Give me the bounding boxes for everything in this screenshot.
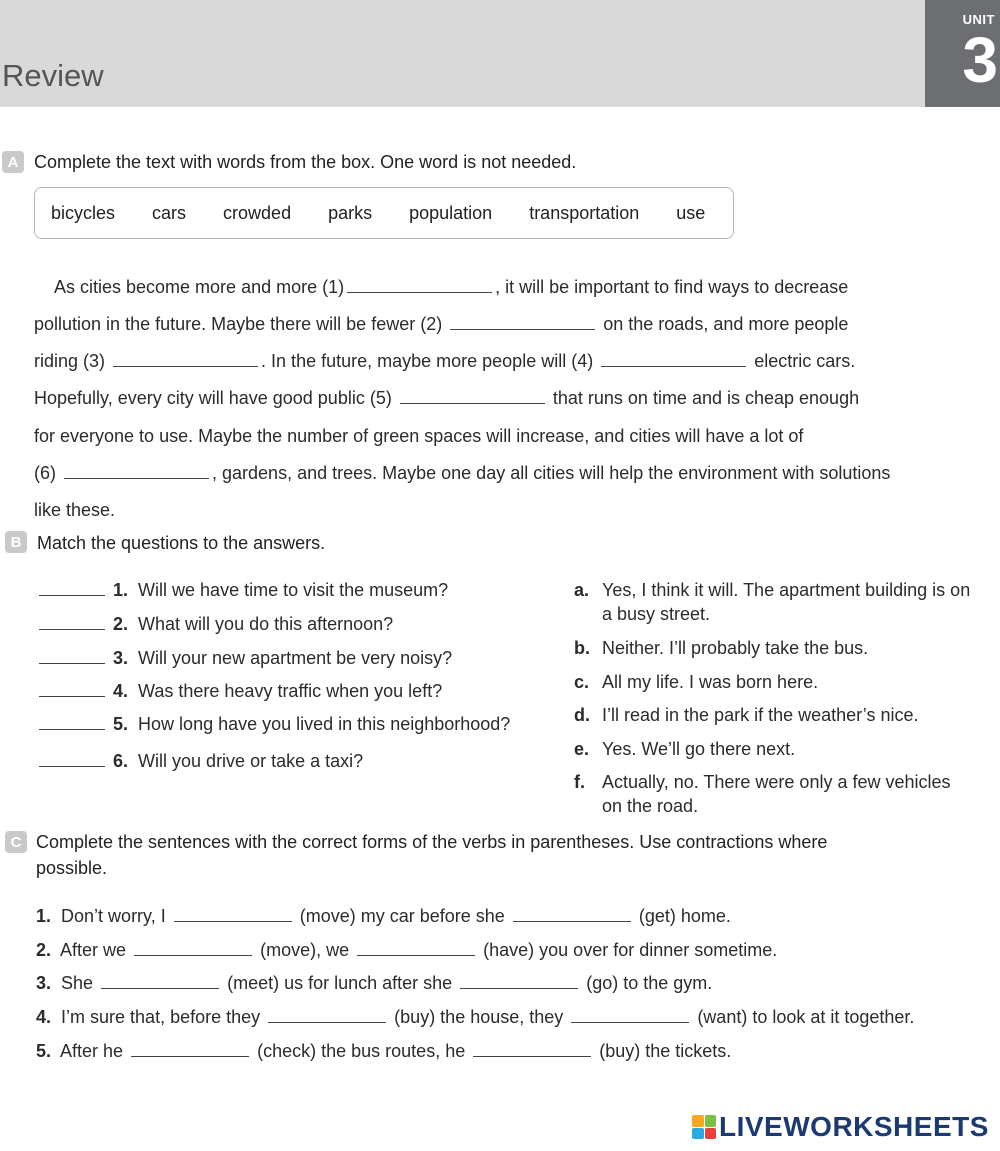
answer-item (574, 578, 972, 626)
sentence-row (36, 940, 777, 961)
answer-letter: f. (574, 772, 585, 792)
answer-item (574, 770, 972, 818)
sentence-text: She (61, 973, 94, 993)
sentence-number: 1. (36, 906, 52, 926)
sentence-text: After he (60, 1041, 124, 1061)
page-header (0, 0, 925, 107)
question-number: 5. (113, 714, 129, 734)
question-number: 3. (113, 648, 129, 668)
verb-blank[interactable] (460, 974, 578, 989)
line-text: , it will be important to find ways to decrease (495, 277, 849, 297)
verb-blank[interactable] (513, 907, 631, 922)
verb-blank[interactable] (473, 1042, 591, 1057)
question-number: 4. (113, 681, 129, 701)
question-row (36, 751, 363, 772)
sentence-text: (want) to look at it together. (697, 1007, 915, 1027)
line-text: Hopefully, every city will have good public (5) (34, 388, 392, 408)
sentence-text: (buy) the tickets. (599, 1041, 732, 1061)
question-row (36, 648, 452, 669)
sentence-text: (go) to the gym. (586, 973, 713, 993)
answer-blank[interactable] (39, 752, 105, 767)
unit-badge (925, 0, 1000, 107)
sentence-row (36, 973, 712, 994)
sentence-number: 5. (36, 1041, 52, 1061)
section-c-badge: C (5, 831, 27, 853)
answer-letter: a. (574, 580, 590, 600)
answer-text: All my life. I was born here. (602, 672, 819, 692)
line-text: electric cars. (754, 351, 856, 371)
sentence-number: 3. (36, 973, 52, 993)
sentence-text: (move) my car before she (299, 906, 505, 926)
answer-item (574, 670, 972, 694)
line-text: , gardens, and trees. Maybe one day all cities will help the environment with solutions (212, 463, 891, 483)
answer-text: Yes. We’ll go there next. (602, 739, 796, 759)
line-text: pollution in the future. Maybe there will be fewer (2) (34, 314, 443, 334)
word-item: crowded (223, 202, 292, 223)
question-text: What will you do this afternoon? (138, 614, 394, 634)
logo-tile (705, 1115, 717, 1127)
word-item: bicycles (51, 202, 116, 223)
verb-blank[interactable] (268, 1008, 386, 1023)
text-line-5: for everyone to use. Maybe the number of green spaces will increase, and cities will have a lot of (34, 426, 804, 446)
answer-text: Yes, I think it will. The apartment building is on a busy street. (602, 580, 971, 624)
verb-blank[interactable] (101, 974, 219, 989)
text-line-3 (34, 351, 855, 372)
sentence-text: (buy) the house, they (394, 1007, 564, 1027)
instruction-line: Complete the sentences with the correct forms of the verbs in parentheses. Use contractions where (36, 832, 828, 852)
logo-text: LIVEWORKSHEETS (719, 1111, 989, 1142)
question-text: Will you drive or take a taxi? (138, 751, 364, 771)
text-line-6 (34, 463, 890, 484)
answer-item (574, 737, 972, 761)
sentence-text: I’m sure that, before they (61, 1007, 261, 1027)
answer-blank[interactable] (39, 682, 105, 697)
page-title: Review (2, 58, 104, 93)
line-text: As cities become more and more (1) (54, 277, 345, 297)
question-text: Was there heavy traffic when you left? (138, 681, 443, 701)
answer-item (574, 703, 972, 727)
logo-mark-icon (692, 1115, 716, 1139)
verb-blank[interactable] (131, 1042, 249, 1057)
sentence-row (36, 906, 731, 927)
answer-letter: c. (574, 672, 590, 692)
line-text: riding (3) (34, 351, 106, 371)
question-number: 6. (113, 751, 129, 771)
answer-text: I’ll read in the park if the weather’s nice. (602, 705, 919, 725)
unit-number: 3 (962, 24, 998, 96)
liveworksheets-logo (692, 1110, 989, 1144)
instruction-line: possible. (36, 858, 108, 878)
sentence-text: (have) you over for dinner sometime. (483, 940, 778, 960)
word-item: parks (328, 202, 373, 223)
answer-blank[interactable] (39, 715, 105, 730)
blank-3[interactable] (113, 352, 258, 367)
sentence-number: 4. (36, 1007, 52, 1027)
question-row (36, 681, 442, 702)
blank-1[interactable] (347, 278, 492, 293)
answer-blank[interactable] (39, 615, 105, 630)
text-line-1 (54, 277, 848, 298)
sentence-text: (get) home. (638, 906, 731, 926)
section-a-instruction: Complete the text with words from the box. One word is not needed. (34, 152, 577, 172)
sentence-text: Don’t worry, I (61, 906, 166, 926)
answer-letter: d. (574, 705, 590, 725)
verb-blank[interactable] (134, 941, 252, 956)
answer-text: Neither. I’ll probably take the bus. (602, 638, 869, 658)
answer-blank[interactable] (39, 649, 105, 664)
logo-tile (692, 1115, 704, 1127)
blank-4[interactable] (601, 352, 746, 367)
sentence-text: (meet) us for lunch after she (227, 973, 453, 993)
answer-blank[interactable] (39, 581, 105, 596)
blank-2[interactable] (450, 315, 595, 330)
word-item: transportation (529, 202, 640, 223)
question-row (36, 614, 393, 635)
question-text: Will we have time to visit the museum? (138, 580, 449, 600)
verb-blank[interactable] (174, 907, 292, 922)
section-a-badge: A (2, 151, 24, 173)
line-text: that runs on time and is cheap enough (552, 388, 860, 408)
section-b-badge: B (5, 531, 27, 553)
question-number: 2. (113, 614, 129, 634)
answer-letter: b. (574, 638, 590, 658)
verb-blank[interactable] (571, 1008, 689, 1023)
answer-letter: e. (574, 739, 590, 759)
line-text: . In the future, maybe more people will (4) (261, 351, 594, 371)
section-c-instruction (36, 829, 827, 881)
question-text: Will your new apartment be very noisy? (138, 648, 453, 668)
section-b-instruction: Match the questions to the answers. (37, 533, 326, 553)
logo-tile (692, 1128, 704, 1140)
text-line-4 (34, 388, 859, 409)
sentence-text: (move), we (260, 940, 350, 960)
answer-item (574, 636, 972, 660)
answer-text: Actually, no. There were only a few vehicles on the road. (602, 772, 951, 816)
sentence-text: After we (60, 940, 127, 960)
sentence-row (36, 1041, 731, 1062)
verb-blank[interactable] (357, 941, 475, 956)
word-item: use (676, 202, 706, 223)
blank-6[interactable] (64, 464, 209, 479)
word-box (34, 187, 734, 239)
question-row (36, 714, 510, 735)
text-line-2 (34, 314, 848, 335)
question-row (36, 580, 448, 601)
text-line-7: like these. (34, 500, 116, 520)
word-item: cars (152, 202, 187, 223)
sentence-number: 2. (36, 940, 52, 960)
sentence-text: (check) the bus routes, he (257, 1041, 466, 1061)
word-item: population (409, 202, 493, 223)
blank-5[interactable] (400, 389, 545, 404)
unit-label: UNIT (962, 12, 995, 27)
question-number: 1. (113, 580, 129, 600)
sentence-row (36, 1007, 914, 1028)
question-text: How long have you lived in this neighborhood? (138, 714, 511, 734)
line-text: on the roads, and more people (603, 314, 849, 334)
line-text: (6) (34, 463, 56, 483)
logo-tile (705, 1128, 717, 1140)
